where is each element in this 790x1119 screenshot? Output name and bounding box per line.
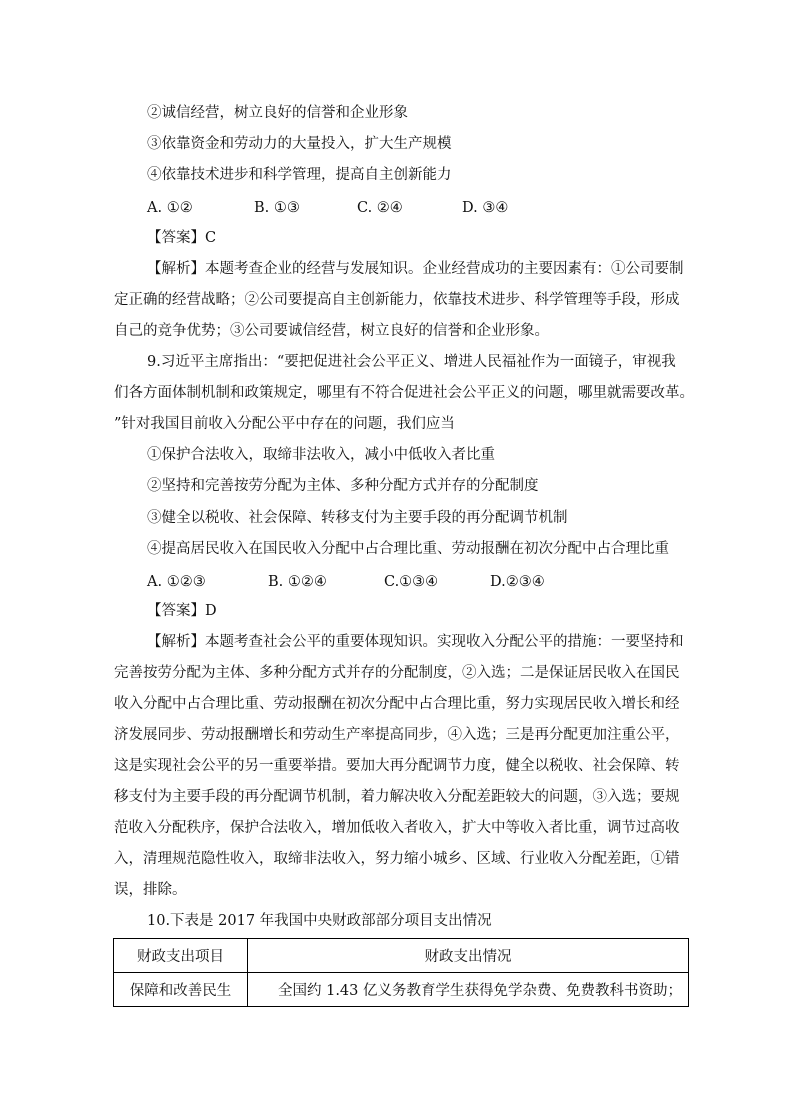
q9-stem-line-3: ”针对我国目前收入分配公平中存在的问题，我们应当 — [114, 416, 455, 432]
q9-analysis-line-6: 移支付为主要手段的再分配调节机制，着力解决收入分配差距较大的问题，③入选；要规 — [114, 789, 680, 805]
q8-option-2: ②诚信经营，树立良好的信誉和企业形象 — [147, 105, 408, 121]
table-header-item: 财政支出项目 — [114, 939, 248, 973]
q9-option-4: ④提高居民收入在国民收入分配中占合理比重、劳动报酬在初次分配中占合理比重 — [147, 541, 669, 557]
q9-choice-b: B. ①②④ — [268, 574, 327, 590]
fiscal-expenditure-table — [113, 938, 689, 1007]
table-row — [114, 973, 689, 1007]
q9-analysis-line-8: 入，清理规范隐性收入，取缔非法收入，努力缩小城乡、区域、行业收入分配差距，①错 — [114, 851, 680, 867]
q8-analysis-line-3: 自己的竞争优势；③公司要诚信经营，树立良好的信誉和企业形象。 — [114, 323, 549, 339]
q9-analysis-line-9: 误，排除。 — [114, 882, 187, 898]
q9-option-1: ①保护合法收入，取缔非法收入，减小中低收入者比重 — [147, 447, 495, 463]
q9-stem-line-2: 们各方面体制机制和政策规定，哪里有不符合促进社会公平正义的问题，哪里就需要改革。 — [114, 385, 694, 401]
q8-analysis-line-2: 定正确的经营战略；②公司要提高自主创新能力，依靠技术进步、科学管理等手段，形成 — [114, 292, 680, 308]
table-header-detail: 财政支出情况 — [247, 939, 688, 973]
table-cell-detail: 全国约 1.43 亿义务教育学生获得免学杂费、免费教科书资助； — [247, 973, 688, 1007]
q9-analysis-line-1: 【解析】本题考查社会公平的重要体现知识。实现收入分配公平的措施：一要坚持和 — [147, 634, 684, 650]
q9-option-3: ③健全以税收、社会保障、转移支付为主要手段的再分配调节机制 — [147, 510, 568, 526]
q8-choice-c: C. ②④ — [357, 200, 403, 216]
q8-choice-b: B. ①③ — [254, 200, 300, 216]
q10-stem: 10.下表是 2017 年我国中央财政部部分项目支出情况 — [147, 913, 492, 929]
q9-answer: 【答案】D — [147, 603, 217, 619]
q9-analysis-line-7: 范收入分配秩序，保护合法收入，增加低收入者收入，扩大中等收入者比重，调节过高收 — [114, 820, 680, 836]
q8-answer: 【答案】C — [147, 230, 217, 246]
q8-choice-a: A. ①② — [147, 200, 193, 216]
q8-analysis-line-1: 【解析】本题考查企业的经营与发展知识。企业经营成功的主要因素有：①公司要制 — [147, 261, 684, 277]
q9-choice-a: A. ①②③ — [147, 574, 206, 590]
q9-analysis-line-4: 济发展同步、劳动报酬增长和劳动生产率提高同步，④入选；三是再分配更加注重公平， — [114, 727, 680, 743]
q8-option-4: ④依靠技术进步和科学管理，提高自主创新能力 — [147, 167, 452, 183]
q9-choice-d: D.②③④ — [490, 574, 545, 590]
q8-option-3: ③依靠资金和劳动力的大量投入，扩大生产规模 — [147, 136, 452, 152]
q8-choice-d: D. ③④ — [462, 200, 509, 216]
q9-stem-line-1: 9.习近平主席指出：“要把促进社会公平正义、增进人民福祉作为一面镜子，审视我 — [147, 354, 676, 370]
q9-analysis-line-5: 这是实现社会公平的另一重要举措。要加大再分配调节力度，健全以税收、社会保障、转 — [114, 758, 680, 774]
q9-option-2: ②坚持和完善按劳分配为主体、多种分配方式并存的分配制度 — [147, 478, 539, 494]
q9-analysis-line-2: 完善按劳分配为主体、多种分配方式并存的分配制度，②入选；二是保证居民收入在国民 — [114, 665, 680, 681]
table-header-row — [114, 939, 689, 973]
q9-analysis-line-3: 收入分配中占合理比重、劳动报酬在初次分配中占合理比重，努力实现居民收入增长和经 — [114, 696, 680, 712]
q9-choice-c: C.①③④ — [384, 574, 439, 590]
table-cell-item: 保障和改善民生 — [114, 973, 248, 1007]
